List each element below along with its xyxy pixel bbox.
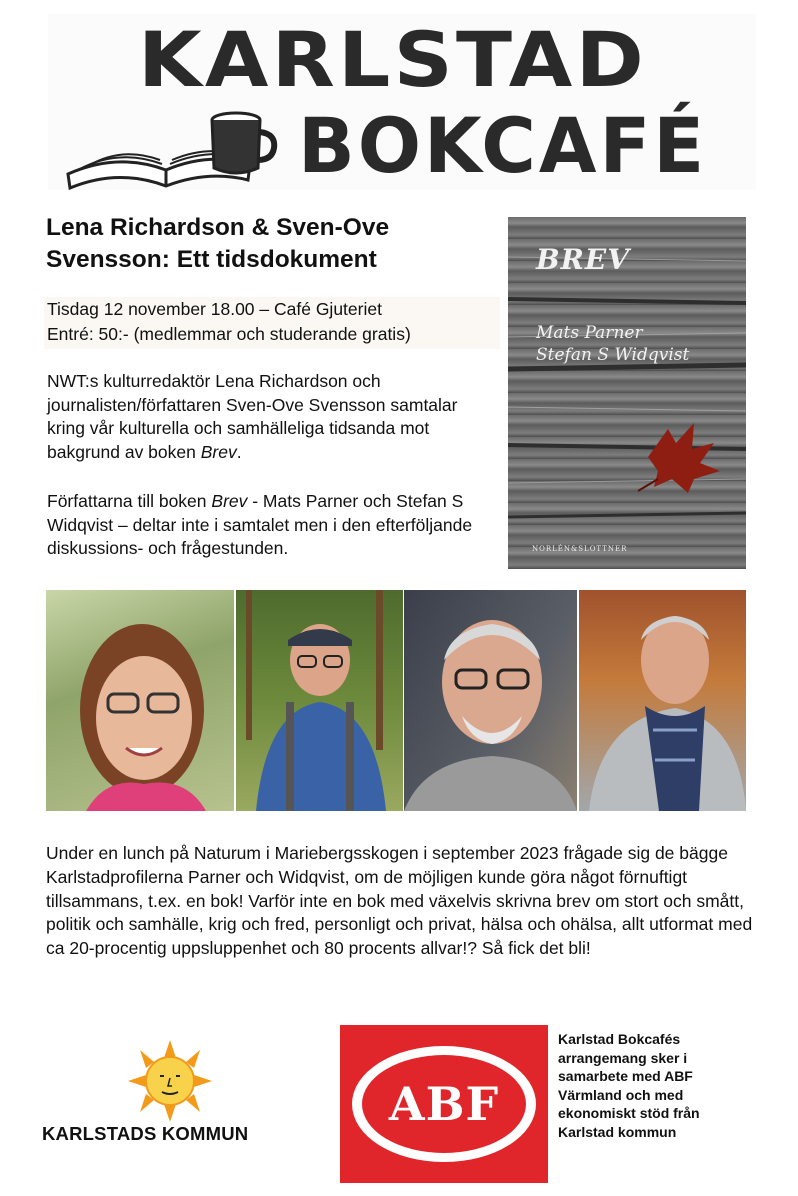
event-date: Tisdag 12 november 18.00 – Café Gjuteriet	[47, 299, 382, 319]
para2-rest: - Mats Parner och Stefan S Widqvist – deltar inte i samtalet men i den efterföljande diskussions- och frågestunden.	[47, 491, 473, 558]
portrait-man-scarf-image	[579, 590, 746, 811]
coffee-cup-icon	[208, 106, 278, 186]
sponsor-text: Karlstad Bokcafés arrangemang sker i samarbete med ABF Värmland och med ekonomiskt stöd från Karlstad kommun	[558, 1031, 700, 1140]
photo-sven-ove-svensson	[236, 590, 403, 811]
book-publisher: NORLÉN&SLOTTNER	[532, 545, 628, 553]
karlstad-sun-logo-icon	[120, 1040, 220, 1122]
headline-line-2: Svensson: Ett tidsdokument	[46, 246, 377, 273]
abf-logo	[340, 1025, 548, 1183]
autumn-leaf-icon	[638, 423, 720, 493]
book-author-1: Mats Parner	[536, 323, 643, 343]
para1-book-title: Brev	[200, 441, 237, 462]
event-price: Entré: 50:- (medlemmar och studerande gratis)	[47, 324, 411, 344]
event-details	[44, 297, 500, 349]
description-paragraph-3: Under en lunch på Naturum i Mariebergsskogen i september 2023 frågade sig de bägge Karlstadprofilerna Parner och Widqvist, om de möjligen kunde göra något förnuftigt tillsammans, t.ex. en bok! Varför inte en bok med växelvis skrivna brev om stort och smått, politik och samhälle, krig och fred, personligt och privat, hälsa och ohälsa, allt utformat med ca 20-procentig uppsluppenhet och 80 procents allvar!? Så fick det bli!	[46, 843, 753, 959]
event-headline	[46, 212, 496, 276]
karlstads-kommun-label: KARLSTADS KOMMUN	[42, 1123, 249, 1144]
photo-mats-parner	[404, 590, 577, 811]
abf-logo-text: ABF	[388, 1077, 500, 1131]
photo-stefan-widqvist	[579, 590, 746, 811]
title-bokcafe: BOKCAFÉ	[298, 101, 708, 190]
title-karlstad: KARLSTAD	[138, 15, 647, 104]
book-cover	[508, 217, 746, 569]
description-paragraph-1	[47, 370, 497, 464]
para1-end: .	[236, 441, 242, 462]
portrait-woman-image	[46, 590, 234, 811]
para2-start: Författarna till boken	[47, 491, 212, 511]
book-title: BREV	[536, 243, 631, 276]
portrait-man-glasses-image	[404, 590, 577, 811]
para2-book-title: Brev	[211, 491, 248, 511]
headline-line-1: Lena Richardson & Sven-Ove	[46, 214, 390, 241]
photo-lena-richardson	[46, 590, 234, 811]
header-banner	[48, 14, 756, 190]
para1-text: NWT:s kulturredaktör Lena Richardson och journalisten/författaren Sven-Ove Svensson samtalar kring vår kulturella och samhälleliga tidsanda mot bakgrund av boken	[47, 371, 458, 462]
description-paragraph-2	[47, 490, 497, 561]
book-author-2: Stefan S Widqvist	[536, 345, 690, 365]
portrait-man-cap-image	[236, 590, 403, 811]
